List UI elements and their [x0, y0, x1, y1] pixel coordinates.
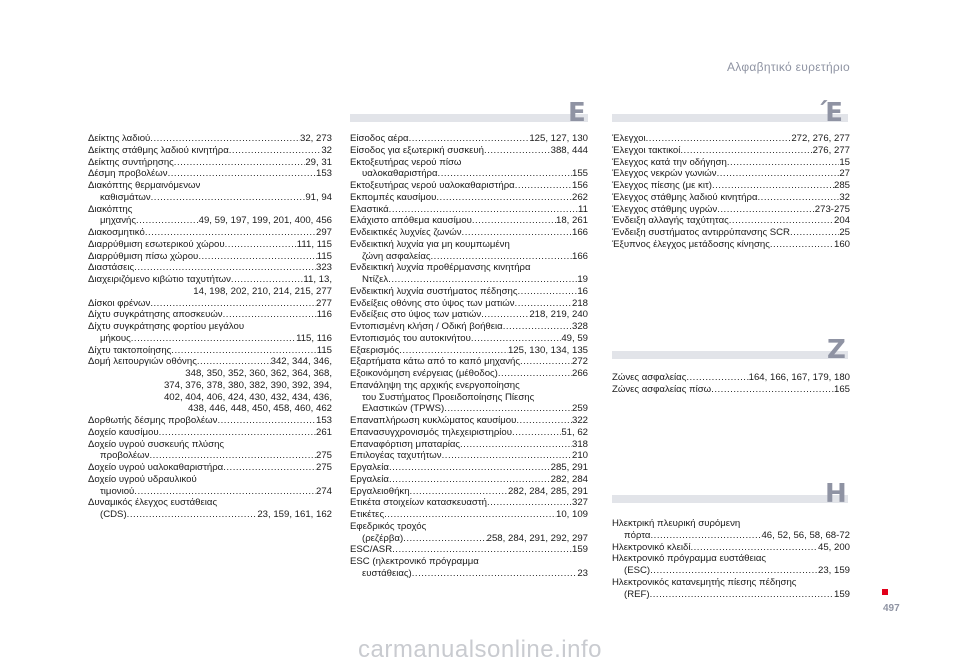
index-entry: Εξοικονόμηση ενέργειας (μέθοδος) ..... 266 [350, 368, 588, 380]
index-entry: Δείκτης λαδιού ..... 32, 273 [88, 133, 332, 145]
index-entry-heading: Ενδεικτική λυχνία προθέρμανσης κινητήρα [350, 262, 531, 274]
index-entry: Δομή λειτουργιών οθόνης ..... 342, 344, 346, [88, 356, 332, 368]
index-entry: Δείκτης συντήρησης ..... 29, 31 [88, 157, 332, 169]
index-entry: Έλεγχος στάθμης υγρών ..... 273-275 [612, 204, 850, 216]
index-entry: Διαστάσεις ..... 323 [88, 262, 332, 274]
index-entry: (ESC) ..... 23, 159 [612, 565, 850, 577]
index-entry: Ετικέτες ..... 10, 109 [350, 509, 588, 521]
index-entry: τιμονιού ..... 274 [88, 486, 332, 498]
index-entry: Εξαρτήματα κάτω από το καπό μηχανής ..... 272 [350, 356, 588, 368]
index-entry: Δοχείο καυσίμου ..... 261 [88, 427, 332, 439]
index-entry: (ρεζέρβα) ..... 258, 284, 291, 292, 297 [350, 533, 588, 545]
index-entry: Ζώνες ασφαλείας πίσω ..... 165 [612, 384, 850, 396]
index-entry: Δείκτης στάθμης λαδιού κινητήρα ..... 32 [88, 145, 332, 157]
index-entry: Ελάχιστο απόθεμα καυσίμου ..... 18, 261 [350, 215, 588, 227]
index-entry: Ενδεικτικές λυχνίες ζωνών ..... 166 [350, 227, 588, 239]
index-entry: Εργαλειοθήκη ..... 282, 284, 285, 291 [350, 486, 588, 498]
index-entry: πόρτα ..... 46, 52, 56, 58, 68-72 [612, 530, 850, 542]
section-bar-h [612, 495, 848, 503]
index-entry: Εντοπισμός του αυτοκινήτου ..... 49, 59 [350, 333, 588, 345]
index-entry: Είσοδος αέρα ..... 125, 127, 130 [350, 133, 588, 145]
index-entry: Έλεγχος κατά την οδήγηση ..... 15 [612, 157, 850, 169]
index-entry: Έλεγχος πίεσης (με κιτ) ..... 285 [612, 180, 850, 192]
index-entry: Διαρρύθμιση πίσω χώρου ..... 115 [88, 251, 332, 263]
index-entry: Εργαλεία ..... 285, 291 [350, 462, 588, 474]
index-entry-heading: ESC (ηλεκτρονικό πρόγραμμα [350, 556, 479, 567]
index-entry: Δορθωτής δέσμης προβολέων ..... 153 [88, 415, 332, 427]
index-entry: Δέσμη προβολέων ..... 153 [88, 168, 332, 180]
index-entry: μηχανής ..... 49, 59, 197, 199, 201, 400, 456 [88, 215, 332, 227]
page-marker-square [882, 589, 888, 595]
index-entry: Εργαλεία ..... 282, 284 [350, 474, 588, 486]
index-entry-heading: Ηλεκτρική πλευρική συρόμενη [612, 518, 741, 529]
index-entry-heading: Εφεδρικός τροχός [350, 520, 427, 532]
index-entry-heading: Διακόπτης [88, 203, 133, 215]
index-entry-heading: Δυναμικός έλεγχος ευστάθειας [88, 497, 218, 509]
index-entry: Επανασυγχρονισμός τηλεχειριστηρίου ..... 51, 62 [350, 427, 588, 439]
index-entry: Δίχτυ συγκράτησης αποσκευών ..... 116 [88, 309, 332, 321]
section-letter-h: Η [825, 479, 847, 509]
index-entry: μήκους ..... 115, 116 [88, 333, 332, 345]
index-entry: Έλεγχος νεκρών γωνιών ..... 27 [612, 168, 850, 180]
index-entry: (CDS) ..... 23, 159, 161, 162 [88, 509, 332, 521]
index-entry: Ετικέτα στοιχείων κατασκευαστή ..... 327 [350, 497, 588, 509]
index-entry: (REF) ..... 159 [612, 589, 850, 601]
index-entry-heading: Επανάληψη της αρχικής ενεργοποίησης [350, 379, 520, 391]
section-letter-z: Ζ [827, 335, 846, 365]
index-entry: ζώνη ασφαλείας ..... 166 [350, 251, 588, 263]
index-entry: Ηλεκτρονικό κλειδί ..... 45, 200 [612, 542, 850, 554]
index-entry: Έλεγχοι τακτικοί ..... 276, 277 [612, 145, 850, 157]
index-entry: Είσοδος για εξωτερική συσκευή ..... 388, 444 [350, 145, 588, 157]
index-entry: Ένδειξη αλλαγής ταχύτητας ..... 204 [612, 215, 850, 227]
index-entry: Ζώνες ασφαλείας ..... 164, 166, 167, 179, 180 [612, 372, 850, 384]
watermark: carmanualsonline.info [358, 636, 602, 663]
index-entry-pages: 438, 446, 448, 450, 458, 460, 462 [187, 403, 332, 415]
index-column-2 [350, 133, 588, 580]
index-entry: Ενδεικτική λυχνία συστήματος πέδησης ..... 16 [350, 286, 588, 298]
index-entry-pages: 348, 350, 352, 360, 362, 364, 368, [185, 368, 332, 379]
index-entry: Εκπομπές καυσίμου ..... 262 [350, 192, 588, 204]
section-bar-z [612, 351, 848, 359]
index-entry: ευστάθειας) ..... 23 [350, 568, 588, 580]
index-entry: Επαναφόρτιση μπαταρίας ..... 318 [350, 439, 588, 451]
page-number: 497 [883, 603, 900, 614]
index-entry-pages: 374, 376, 378, 380, 382, 390, 392, 394, [163, 379, 332, 391]
index-entry-heading: Διακόπτης θερμαινόμενων [88, 180, 201, 191]
index-entry: Ένδειξη συστήματος αντιρρύπανσης SCR ..... 25 [612, 227, 850, 239]
index-entry-heading: Ηλεκτρονικός κατανεμητής πίεσης πέδησης [612, 576, 797, 588]
index-entry: Έξυπνος έλεγχος μετάδοσης κίνησης ..... 160 [612, 239, 850, 251]
index-column-1 [88, 133, 332, 521]
index-entry-pages: 14, 198, 202, 210, 214, 215, 277 [193, 285, 332, 297]
index-entry: Εντοπισμένη κλήση / Οδική βοήθεια ..... 328 [350, 321, 588, 333]
index-entry-heading: του Συστήματος Προειδοποίησης Πίεσης [362, 391, 535, 403]
index-entry-heading: Ηλεκτρονικό πρόγραμμα ευστάθειας [612, 553, 767, 565]
index-entry: Έλεγχοι ..... 272, 276, 277 [612, 133, 850, 145]
index-entry-heading: Δοχείο υγρού συσκευής πλύσης [88, 438, 225, 450]
page-header-title: Αλφαβητικό ευρετήριο [726, 60, 850, 74]
index-entry-heading: Εκτοξευτήρας νερού πίσω [350, 156, 462, 168]
index-entry: υαλοκαθαριστήρα ..... 155 [350, 168, 588, 180]
index-entry: Επαναπλήρωση κυκλώματος καυσίμου ..... 322 [350, 415, 588, 427]
index-entry-pages: 402, 404, 406, 424, 430, 432, 434, 436, [163, 391, 332, 403]
index-entry: Εκτοξευτήρας νερού υαλοκαθαριστήρα ..... 156 [350, 180, 588, 192]
index-entry-heading: Ενδεικτική λυχνία για μη κουμπωμένη [350, 238, 510, 250]
section-letter-e-accented: Έ [821, 98, 843, 128]
index-entry: Δοχείο υγρού υαλοκαθαριστήρα ..... 275 [88, 462, 332, 474]
index-entry: Διαχειριζόμενο κιβώτιο ταχυτήτων ..... 11, 13, [88, 274, 332, 286]
index-entry-heading: Δοχείο υγρού υδραυλικού [88, 473, 197, 485]
index-entry: Διακοσμητικό ..... 297 [88, 227, 332, 239]
index-entry: Ενδείξεις οθόνης στο ύψος των ματιών ..... 218 [350, 298, 588, 310]
index-entry: Ελαστικών (TPWS) ..... 259 [350, 403, 588, 415]
index-column-3-h [612, 518, 850, 600]
section-letter-e: Ε [568, 98, 586, 128]
index-entry: Δίσκοι φρένων ..... 277 [88, 298, 332, 310]
index-column-3-z [612, 372, 850, 396]
index-entry: καθισμάτων ..... 91, 94 [88, 192, 332, 204]
index-entry: ESC/ASR ..... 159 [350, 544, 588, 556]
index-entry: Εξαερισμός ..... 125, 130, 134, 135 [350, 345, 588, 357]
section-bar-e [350, 114, 588, 122]
index-entry: Ενδείξεις στο ύψος των ματιών ..... 218, 219, 240 [350, 309, 588, 321]
index-entry: Διαρρύθμιση εσωτερικού χώρου ..... 111, 115 [88, 239, 332, 251]
index-entry: Έλεγχος στάθμης λαδιού κινητήρα ..... 32 [612, 192, 850, 204]
index-entry: Δίχτυ τακτοποίησης ..... 115 [88, 345, 332, 357]
index-entry-heading: Δίχτυ συγκράτησης φορτίου μεγάλου [88, 321, 245, 332]
index-entry: Επιλογέας ταχυτήτων ..... 210 [350, 450, 588, 462]
index-entry: Ντίζελ ..... 19 [350, 274, 588, 286]
index-entry: προβολέων ..... 275 [88, 450, 332, 462]
index-column-3-e-accented [612, 133, 850, 251]
section-bar-e-accented [612, 114, 848, 122]
index-entry: Ελαστικά ..... 11 [350, 204, 588, 216]
